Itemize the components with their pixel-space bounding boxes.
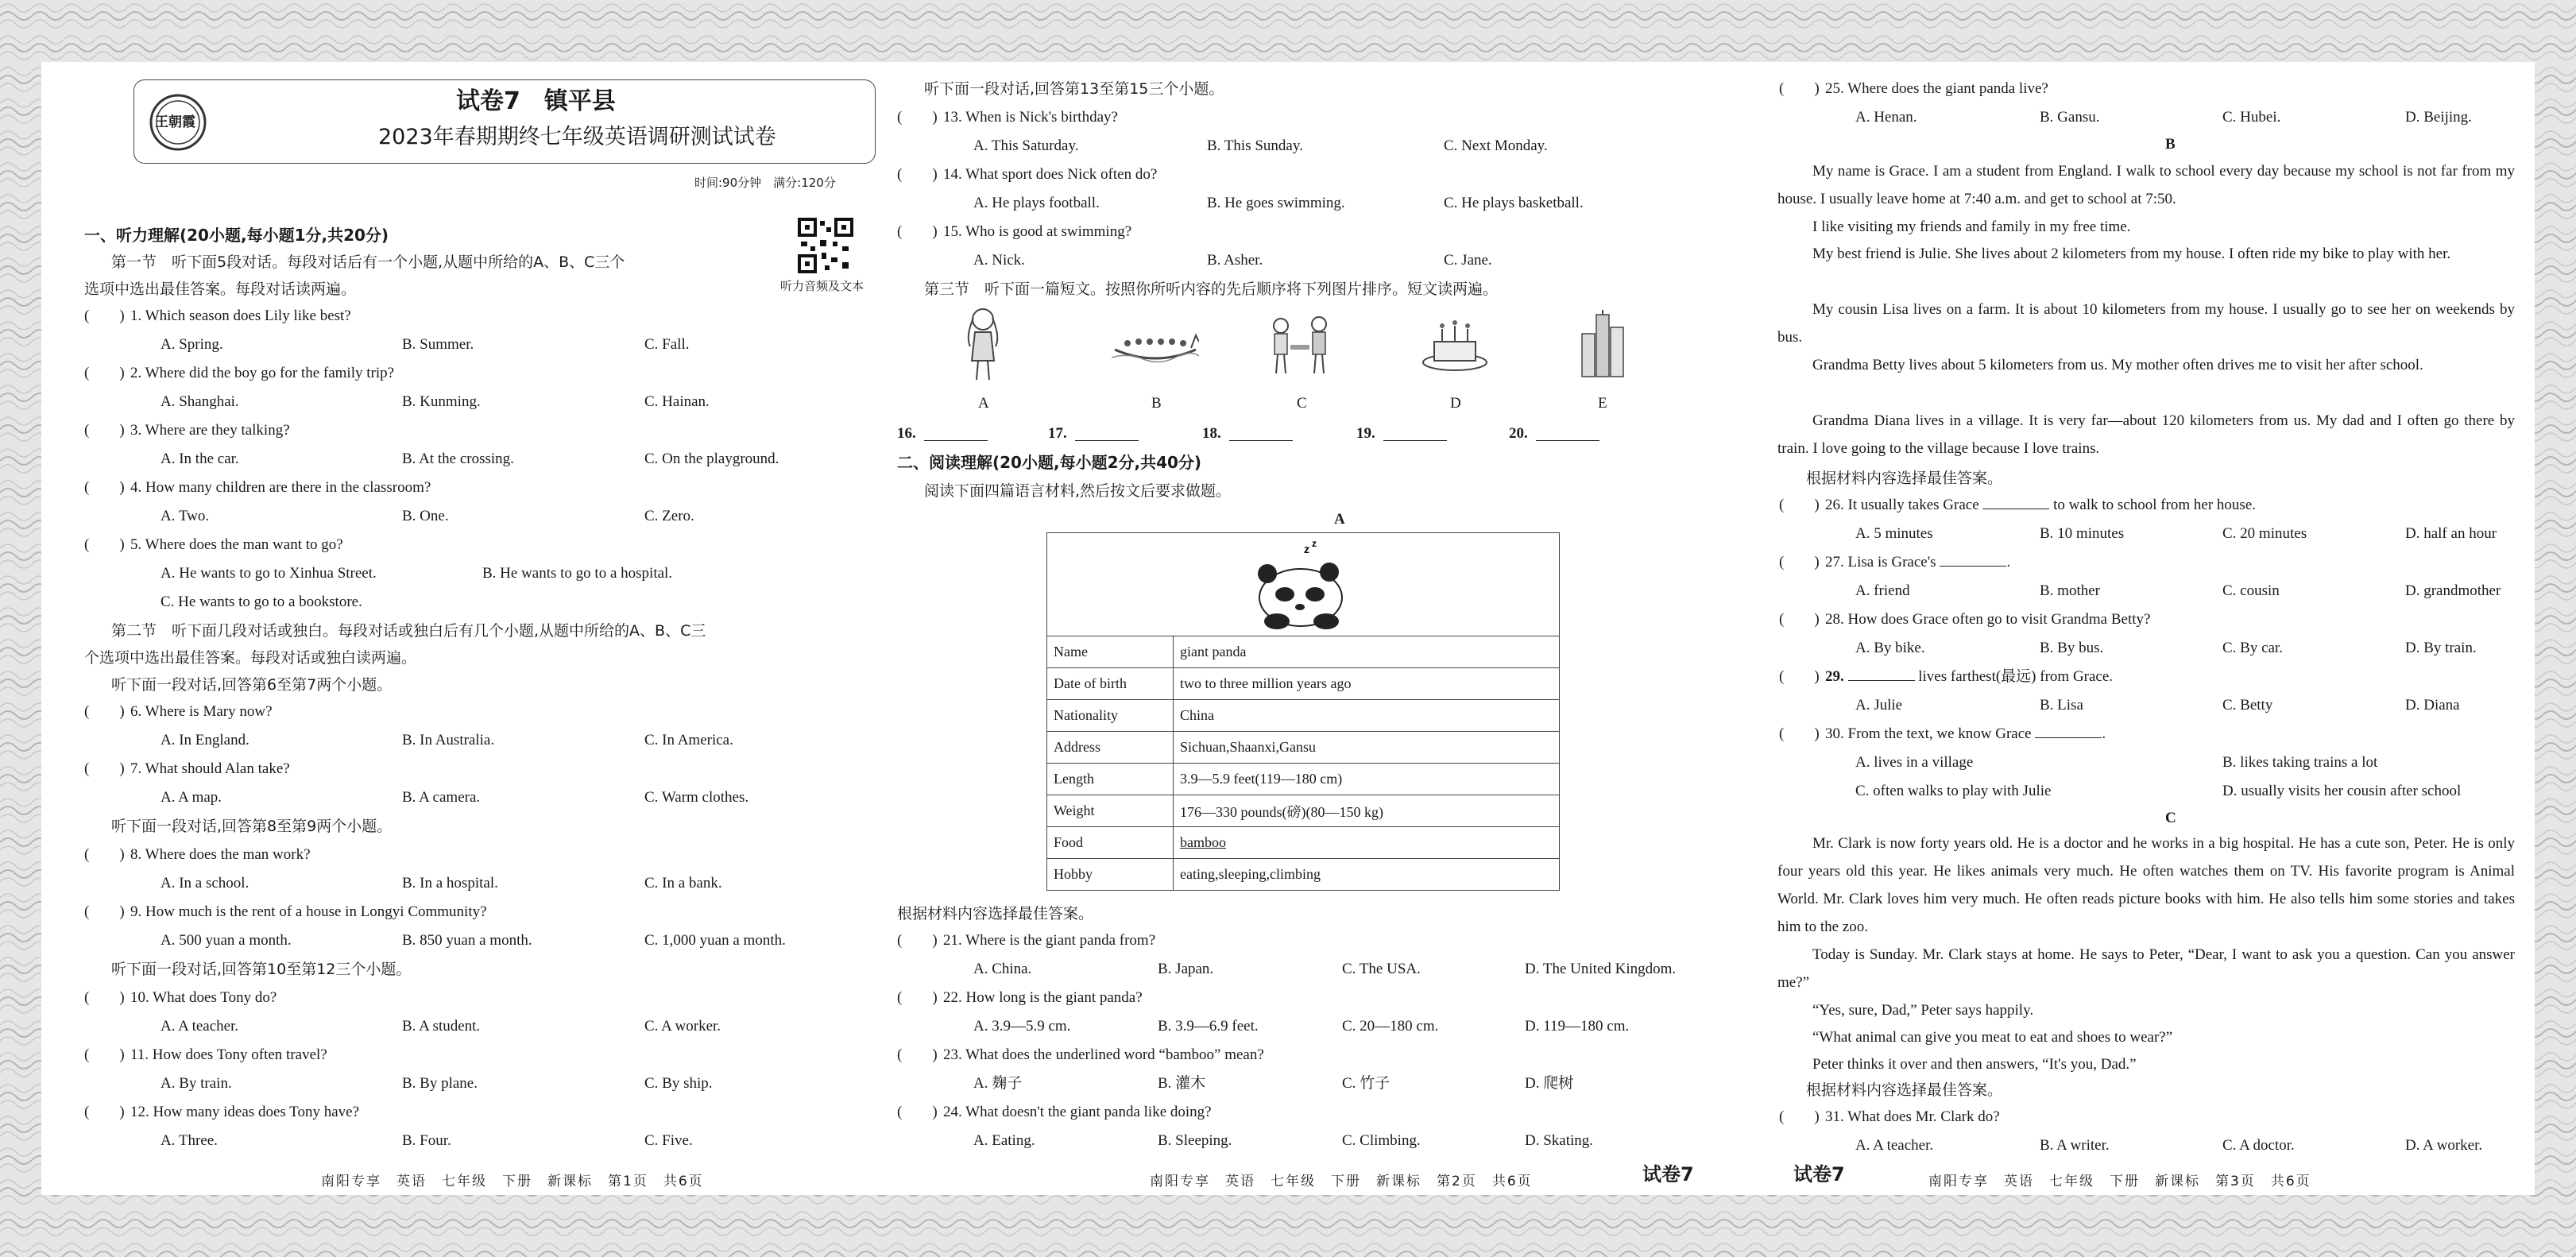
part3-instruction: 第三节 听下面一篇短文。按照你所听内容的先后顺序将下列图片排序。短文读两遍。 — [924, 280, 1499, 298]
q27-option-b: B. mother — [2040, 582, 2100, 599]
q22-stem: 22. How long is the giant panda? — [943, 989, 1143, 1006]
picture-label-b: B — [1151, 395, 1162, 412]
q31-option-d: D. A worker. — [2405, 1137, 2483, 1154]
passage-c-paragraph-3: “Yes, sure, Dad,” Peter says happily. — [1812, 1002, 2034, 1019]
q29-stem — [1825, 667, 2113, 687]
order-16: 16. — [897, 425, 916, 442]
q21-option-b: B. Japan. — [1158, 961, 1214, 977]
q26-option-d: D. half an hour — [2405, 525, 2497, 542]
q15-option-b: B. Asher. — [1207, 252, 1263, 269]
table-field-value: China — [1174, 700, 1560, 732]
page-3-footer: 南阳专享 英语 七年级 下册 新课标 第3页 共6页 — [1928, 1174, 2311, 1189]
q11-option-a: A. By train. — [161, 1075, 232, 1092]
dragon-boat-picture — [1112, 318, 1199, 373]
table-field-name: Name — [1047, 636, 1174, 668]
part1-instruction-1: 第一节 听下面5段对话。每段对话后有一个小题,从题中所给的A、B、C三个 — [111, 253, 625, 271]
q6-option-a: A. In England. — [161, 732, 249, 748]
table-row — [1047, 764, 1560, 795]
q1-option-a: A. Spring. — [161, 336, 223, 353]
table-field-value: two to three million years ago — [1174, 668, 1560, 700]
paren: ( ) — [84, 422, 125, 439]
q9-option-c: C. 1,000 yuan a month. — [644, 932, 786, 949]
q30-option-b: B. likes taking trains a lot — [2222, 754, 2378, 771]
table-row — [1047, 636, 1560, 668]
q26-stem-start: 26. It usually takes Grace — [1825, 497, 1979, 513]
two-kids-picture — [1265, 313, 1336, 377]
answer-blank[interactable] — [2035, 737, 2102, 738]
q7-option-a: A. A map. — [161, 789, 222, 806]
q11-option-c: C. By ship. — [644, 1075, 713, 1092]
table-row — [1047, 827, 1560, 859]
q6-stem: 6. Where is Mary now? — [130, 703, 273, 720]
table-field-value: 176—330 pounds(磅)(80—150 kg) — [1174, 795, 1560, 827]
q9-option-b: B. 850 yuan a month. — [402, 932, 532, 949]
paren: ( ) — [897, 1104, 938, 1120]
qr-code — [798, 218, 853, 273]
sleeping-panda-picture — [1253, 536, 1356, 634]
paren: ( ) — [1779, 497, 1820, 513]
q24-option-a: A. Eating. — [973, 1132, 1035, 1149]
choose-instruction: 根据材料内容选择最佳答案。 — [897, 905, 1094, 922]
paren: ( ) — [1779, 725, 1820, 742]
table-field-name: Weight — [1047, 795, 1174, 827]
paren: ( ) — [1779, 1108, 1820, 1125]
q25-option-c: C. Hubei. — [2222, 109, 2281, 126]
q13-stem: 13. When is Nick's birthday? — [943, 109, 1118, 126]
q27-option-c: C. cousin — [2222, 582, 2280, 599]
order-19: 19. — [1356, 425, 1375, 442]
q10-option-b: B. A student. — [402, 1018, 481, 1035]
city-buildings-picture — [1579, 310, 1626, 378]
q12-option-b: B. Four. — [402, 1132, 451, 1149]
q25-option-b: B. Gansu. — [2040, 109, 2100, 126]
q11-option-b: B. By plane. — [402, 1075, 478, 1092]
part2-instruction-1: 第二节 听下面几段对话或独白。每段对话或独白后有几个小题,从题中所给的A、B、C三 — [111, 622, 706, 640]
paren: ( ) — [1779, 611, 1820, 628]
table-field-value: bamboo — [1174, 827, 1560, 859]
q22-option-d: D. 119—180 cm. — [1525, 1018, 1630, 1035]
q31-stem: 31. What does Mr. Clark do? — [1825, 1108, 2000, 1125]
svg-text:z: z — [1312, 538, 1317, 549]
paren: ( ) — [84, 307, 125, 324]
q5-option-c: C. He wants to go to a bookstore. — [161, 594, 362, 610]
girl-picture — [959, 305, 1007, 383]
q31-option-a: A. A teacher. — [1855, 1137, 1934, 1154]
table-row — [1047, 795, 1560, 827]
q25-option-a: A. Henan. — [1855, 109, 1917, 126]
qr-caption: 听力音频及文本 — [780, 279, 864, 293]
paren: ( ) — [84, 989, 125, 1006]
table-field-name: Food — [1047, 827, 1174, 859]
paper-tag: 试卷7 — [1642, 1163, 1694, 1185]
q8-option-c: C. In a bank. — [644, 875, 722, 892]
q27-stem: 27. Lisa is Grace's . — [1825, 554, 2011, 570]
passage-c-paragraph-4: “What animal can give you meat to eat and shoes to wear?” — [1812, 1029, 2173, 1046]
q5-option-b: B. He wants to go to a hospital. — [482, 565, 673, 582]
q15-option-c: C. Jane. — [1444, 252, 1492, 269]
answer-blank[interactable] — [1229, 440, 1293, 441]
dialogue-13-intro: 听下面一段对话,回答第13至第15三个小题。 — [924, 80, 1224, 98]
q9-option-a: A. 500 yuan a month. — [161, 932, 292, 949]
q26-option-b: B. 10 minutes — [2040, 525, 2125, 542]
paren: ( ) — [897, 109, 938, 126]
answer-blank[interactable] — [1536, 440, 1599, 441]
passage-b-paragraph-4: My cousin Lisa lives on a farm. It is about 10 kilometers from my house. I usually go to see her on weekends by bus. — [1777, 301, 2515, 346]
q12-stem: 12. How many ideas does Tony have? — [130, 1104, 360, 1120]
q29-option-d: D. Diana — [2405, 697, 2460, 714]
paper-tag: 试卷7 — [1793, 1163, 1845, 1185]
q12-option-c: C. Five. — [644, 1132, 693, 1149]
q14-option-c: C. He plays basketball. — [1444, 195, 1584, 211]
q30-option-c: C. often walks to play with Julie — [1855, 783, 2052, 799]
passage-c-paragraph-5: Peter thinks it over and then answers, “It's you, Dad.” — [1812, 1056, 2137, 1073]
section-2-heading: 二、阅读理解(20小题,每小题2分,共40分) — [897, 453, 1202, 472]
q13-option-a: A. This Saturday. — [973, 137, 1079, 154]
table-field-name: Date of birth — [1047, 668, 1174, 700]
picture-label-d: D — [1450, 395, 1461, 412]
q6-option-b: B. In Australia. — [402, 732, 495, 748]
paren: ( ) — [84, 536, 125, 553]
picture-label-a: A — [978, 395, 989, 412]
q2-option-a: A. Shanghai. — [161, 393, 239, 410]
q2-option-b: B. Kunming. — [402, 393, 481, 410]
choose-instruction: 根据材料内容选择最佳答案。 — [1806, 1081, 2003, 1099]
q9-stem: 9. How much is the rent of a house in Longyi Community? — [130, 903, 487, 920]
q13-option-c: C. Next Monday. — [1444, 137, 1548, 154]
table-field-value: Sichuan,Shaanxi,Gansu — [1174, 732, 1560, 764]
q8-option-b: B. In a hospital. — [402, 875, 498, 892]
q4-option-a: A. Two. — [161, 508, 210, 524]
q7-option-c: C. Warm clothes. — [644, 789, 749, 806]
q10-option-c: C. A worker. — [644, 1018, 721, 1035]
answer-blank[interactable] — [924, 440, 988, 441]
table-field-name: Address — [1047, 732, 1174, 764]
passage-b-paragraph-1: My name is Grace. I am a student from England. I walk to school every day because my school is not far from my house. I usually leave home at 7:40 a.m. and get to school at 7:50. — [1777, 163, 2515, 207]
q14-option-a: A. He plays football. — [973, 195, 1100, 211]
table-field-value: eating,sleeping,climbing — [1174, 859, 1560, 891]
q28-option-d: D. By train. — [2405, 640, 2477, 656]
paren: ( ) — [84, 1046, 125, 1063]
q14-option-b: B. He goes swimming. — [1207, 195, 1345, 211]
q15-stem: 15. Who is good at swimming? — [943, 223, 1132, 240]
q29-option-b: B. Lisa — [2040, 697, 2083, 714]
q7-stem: 7. What should Alan take? — [130, 760, 290, 777]
q3-option-b: B. At the crossing. — [402, 451, 514, 467]
picture-label-e: E — [1598, 395, 1607, 412]
part1-instruction-2: 选项中选出最佳答案。每段对话读两遍。 — [84, 280, 357, 298]
q30-option-d: D. usually visits her cousin after school — [2222, 783, 2462, 799]
q10-stem: 10. What does Tony do? — [130, 989, 277, 1006]
answer-blank[interactable] — [1383, 440, 1447, 441]
q22-option-a: A. 3.9—5.9 cm. — [973, 1018, 1071, 1035]
table-row — [1047, 859, 1560, 891]
q6-option-c: C. In America. — [644, 732, 733, 748]
exam-sheet — [41, 62, 2535, 1195]
page-3 — [1777, 62, 2516, 1195]
q10-option-a: A. A teacher. — [161, 1018, 239, 1035]
logo-text: 王朝霞 — [155, 114, 195, 130]
q21-option-c: C. The USA. — [1342, 961, 1421, 977]
table-field-value: 3.9—5.9 feet(119—180 cm) — [1174, 764, 1560, 795]
q23-option-d: D. 爬树 — [1525, 1075, 1574, 1092]
dialogue-10-intro: 听下面一段对话,回答第10至第12三个小题。 — [111, 961, 412, 978]
q31-option-c: C. A doctor. — [2222, 1137, 2295, 1154]
q28-option-a: A. By bike. — [1855, 640, 1925, 656]
q24-stem: 24. What doesn't the giant panda like doing? — [943, 1104, 1212, 1120]
passage-b-paragraph-2: I like visiting my friends and family in my free time. — [1812, 219, 2131, 235]
q1-stem: 1. Which season does Lily like best? — [130, 307, 351, 324]
q3-option-a: A. In the car. — [161, 451, 239, 467]
paren: ( ) — [897, 223, 938, 240]
q11-stem: 11. How does Tony often travel? — [130, 1046, 327, 1063]
q4-option-c: C. Zero. — [644, 508, 694, 524]
q27-option-a: A. friend — [1855, 582, 1910, 599]
q27-stem-start: 27. Lisa is Grace's — [1825, 554, 1936, 570]
table-field-name: Hobby — [1047, 859, 1174, 891]
order-17: 17. — [1048, 425, 1067, 442]
passage-b-paragraph-5: Grandma Betty lives about 5 kilometers from us. My mother often drives me to visit her after school. — [1812, 357, 2423, 373]
q2-stem: 2. Where did the boy go for the family trip? — [130, 365, 395, 381]
answer-blank[interactable] — [1848, 680, 1915, 681]
q23-option-b: B. 灌木 — [1158, 1075, 1206, 1092]
q29-number: 29. — [1825, 668, 1844, 685]
table-row — [1047, 732, 1560, 764]
q30-stem: 30. From the text, we know Grace . — [1825, 725, 2106, 742]
q29-stem-end: lives farthest(最远) from Grace. — [1918, 668, 2114, 685]
q8-option-a: A. In a school. — [161, 875, 249, 892]
dialogue-6-intro: 听下面一段对话,回答第6至第7两个小题。 — [111, 676, 393, 694]
passage-a-label: A — [1334, 511, 1345, 528]
paren: ( ) — [1779, 80, 1820, 97]
q21-option-a: A. China. — [973, 961, 1032, 977]
q22-option-c: C. 20—180 cm. — [1342, 1018, 1439, 1035]
order-20: 20. — [1509, 425, 1528, 442]
table-field-name: Length — [1047, 764, 1174, 795]
q29-option-a: A. Julie — [1855, 697, 1903, 714]
paren: ( ) — [897, 932, 938, 949]
paren: ( ) — [897, 989, 938, 1006]
q29-option-c: C. Betty — [2222, 697, 2273, 714]
q7-option-b: B. A camera. — [402, 789, 481, 806]
paren: ( ) — [84, 760, 125, 777]
answer-blank[interactable] — [1940, 566, 2006, 567]
dialogue-8-intro: 听下面一段对话,回答第8至第9两个小题。 — [111, 818, 393, 835]
order-18: 18. — [1202, 425, 1221, 442]
table-row — [1047, 700, 1560, 732]
q4-option-b: B. One. — [402, 508, 449, 524]
q30-option-a: A. lives in a village — [1855, 754, 1974, 771]
q24-option-c: C. Climbing. — [1342, 1132, 1421, 1149]
paren: ( ) — [897, 1046, 938, 1063]
q5-option-a: A. He wants to go to Xinhua Street. — [161, 565, 377, 582]
table-field-name: Nationality — [1047, 700, 1174, 732]
q1-option-c: C. Fall. — [644, 336, 690, 353]
section-1-heading: 一、听力理解(20小题,每小题1分,共20分) — [84, 226, 389, 245]
q12-option-a: A. Three. — [161, 1132, 218, 1149]
paper-subtitle: 2023年春期期终七年级英语调研测试试卷 — [378, 125, 776, 149]
reading-intro: 阅读下面四篇语言材料,然后按文后要求做题。 — [924, 482, 1232, 500]
paren: ( ) — [897, 166, 938, 183]
q25-option-d: D. Beijing. — [2405, 109, 2472, 126]
page-1 — [83, 62, 874, 1195]
q25-stem: 25. Where does the giant panda live? — [1825, 80, 2048, 97]
q1-option-b: B. Summer. — [402, 336, 474, 353]
q15-option-a: A. Nick. — [973, 252, 1025, 269]
page-2 — [895, 62, 1758, 1195]
q24-option-d: D. Skating. — [1525, 1132, 1594, 1149]
q21-option-d: D. The United Kingdom. — [1525, 961, 1677, 977]
q23-option-a: A. 麹子 — [973, 1075, 1023, 1092]
q30-stem-start: 30. From the text, we know Grace — [1825, 725, 2032, 742]
choose-instruction: 根据材料内容选择最佳答案。 — [1806, 470, 2003, 487]
table-row — [1047, 668, 1560, 700]
q26-stem — [1825, 496, 2256, 515]
q31-option-b: B. A writer. — [2040, 1137, 2110, 1154]
passage-c-paragraph-2: Today is Sunday. Mr. Clark stays at home. He says to Peter, “Dear, I want to ask you a question. Can you answer me?” — [1777, 946, 2515, 991]
passage-b-paragraph-3: My best friend is Julie. She lives about 2 kilometers from my house. I often ride my bike to play with her. — [1812, 246, 2451, 262]
q21-stem: 21. Where is the giant panda from? — [943, 932, 1156, 949]
paper-title: 试卷7 镇平县 — [456, 87, 616, 115]
paren: ( ) — [1779, 668, 1820, 685]
q26-option-c: C. 20 minutes — [2222, 525, 2307, 542]
q23-option-c: C. 竹子 — [1342, 1075, 1390, 1092]
svg-text:z: z — [1304, 543, 1309, 555]
page-1-footer: 南阳专享 英语 七年级 下册 新课标 第1页 共6页 — [321, 1174, 704, 1189]
q24-option-b: B. Sleeping. — [1158, 1132, 1232, 1149]
answer-blank[interactable] — [1075, 440, 1139, 441]
time-info: 时间:90分钟 满分:120分 — [694, 176, 836, 190]
paren: ( ) — [84, 703, 125, 720]
passage-c-paragraph-1: Mr. Clark is now forty years old. He is a doctor and he works in a big hospital. He has a cute son, Peter. He is only four years old this year. He likes animals very much. He often watches them on TV. His favorite program is Animal World. Mr. Clark loves him very much. He often reads picture books with him. He also tells him some stories and takes him to the zoo. — [1777, 835, 2515, 935]
paren: ( ) — [84, 479, 125, 496]
q26-stem-end: to walk to school from her house. — [2053, 497, 2257, 513]
paren: ( ) — [1779, 554, 1820, 570]
part2-instruction-2: 个选项中选出最佳答案。每段对话或独白读两遍。 — [84, 649, 417, 667]
picture-label-c: C — [1297, 395, 1307, 412]
panda-info-table — [1046, 636, 1560, 891]
q8-stem: 8. Where does the man work? — [130, 846, 311, 863]
paren: ( ) — [84, 903, 125, 920]
q4-stem: 4. How many children are there in the classroom? — [130, 479, 431, 496]
q28-option-b: B. By bus. — [2040, 640, 2104, 656]
paren: ( ) — [84, 846, 125, 863]
q22-option-b: B. 3.9—6.9 feet. — [1158, 1018, 1259, 1035]
passage-c-label: C — [2165, 810, 2176, 826]
passage-b-paragraph-6: Grandma Diana lives in a village. It is very far—about 120 kilometers from us. My dad and I often go there by train. I love going to the village because I love trains. — [1777, 412, 2515, 457]
passage-b-label: B — [2165, 136, 2176, 153]
table-field-value: giant panda — [1174, 636, 1560, 668]
q14-stem: 14. What sport does Nick often do? — [943, 166, 1158, 183]
q28-stem: 28. How does Grace often go to visit Grandma Betty? — [1825, 611, 2151, 628]
q2-option-c: C. Hainan. — [644, 393, 710, 410]
q23-stem: 23. What does the underlined word “bamboo” mean? — [943, 1046, 1264, 1063]
q5-stem: 5. Where does the man want to go? — [130, 536, 343, 553]
q3-option-c: C. On the playground. — [644, 451, 779, 467]
paren: ( ) — [84, 365, 125, 381]
paren: ( ) — [84, 1104, 125, 1120]
q26-option-a: A. 5 minutes — [1855, 525, 1933, 542]
q13-option-b: B. This Sunday. — [1207, 137, 1303, 154]
birthday-cake-picture — [1420, 315, 1490, 375]
q27-option-d: D. grandmother — [2405, 582, 2501, 599]
q28-option-c: C. By car. — [2222, 640, 2283, 656]
q3-stem: 3. Where are they talking? — [130, 422, 290, 439]
page-2-footer: 南阳专享 英语 七年级 下册 新课标 第2页 共6页 — [1150, 1174, 1533, 1189]
